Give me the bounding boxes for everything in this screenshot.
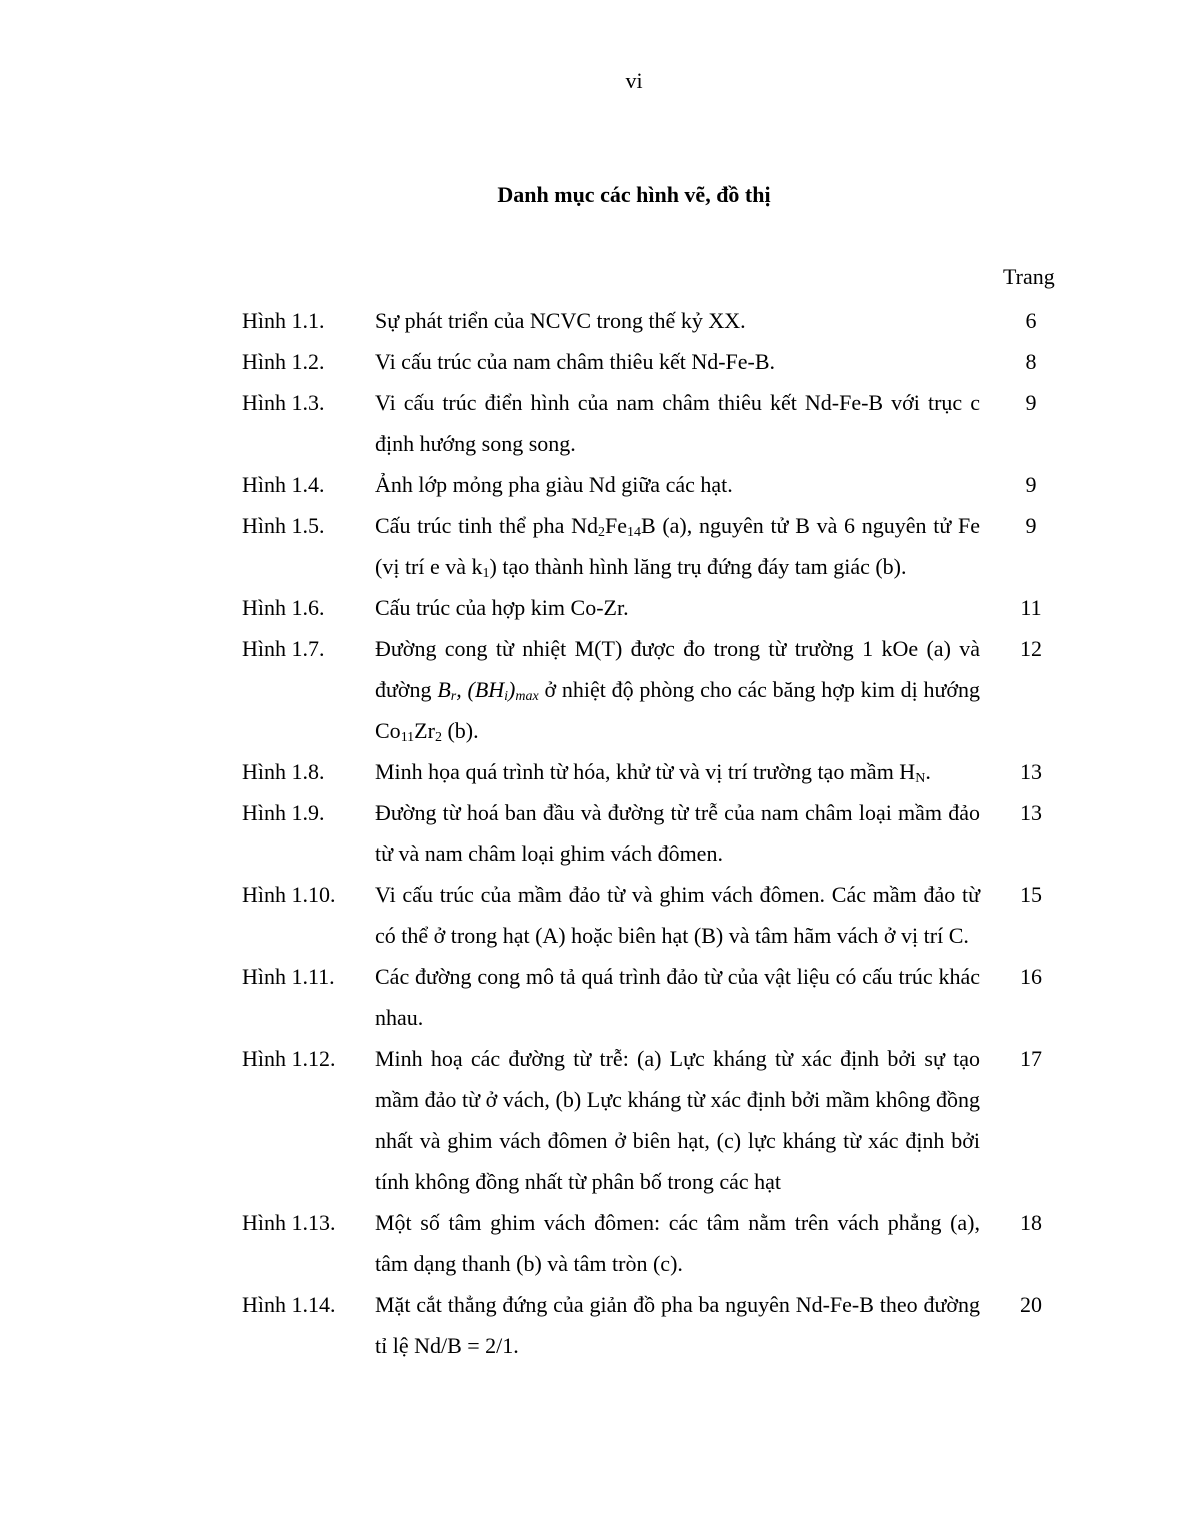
figure-list bbox=[0, 300, 1190, 1366]
list-item bbox=[0, 505, 1190, 587]
list-item bbox=[0, 464, 1190, 505]
page-ref: 9 bbox=[1025, 390, 1037, 415]
figure-label: Hình 1.4. bbox=[242, 472, 325, 497]
figure-caption: Minh hoạ các đường từ trễ: (a) Lực kháng từ xác định bởi sự tạo mầm đảo từ ở vách, (b) Lực kháng từ xác định bởi mầm không đồng nhất và ghim vách đômen ở biên hạt, (c) lực kháng từ xác định bởi tính không đồng nhất từ phân bố trong các hạt bbox=[375, 1046, 980, 1194]
figure-caption: Sự phát triển của NCVC trong thế kỷ XX. bbox=[375, 308, 746, 333]
figure-caption: Đường từ hoá ban đầu và đường từ trễ của nam châm loại mầm đảo từ và nam châm loại ghim vách đômen. bbox=[375, 800, 980, 866]
list-item bbox=[0, 1284, 1190, 1366]
page-ref: 15 bbox=[1020, 882, 1042, 907]
figure-caption: Đường cong từ nhiệt M(T) được đo trong từ trường 1 kOe (a) và đường $B_r$, $(BH_i)_{max}$ ở nhiệt độ phòng cho các băng hợp kim dị hướng $Co_{11}Zr_2$ (b). bbox=[375, 636, 981, 745]
page-ref: 17 bbox=[1020, 1046, 1042, 1071]
figure-label: Hình 1.14. bbox=[242, 1292, 336, 1317]
list-item bbox=[0, 341, 1190, 382]
list-item bbox=[0, 628, 1190, 751]
figure-label: Hình 1.9. bbox=[242, 800, 325, 825]
figure-caption: Vi cấu trúc điển hình của nam châm thiêu kết Nd-Fe-B với trục c định hướng song song. bbox=[375, 390, 980, 456]
page-column-header: Trang bbox=[1003, 264, 1055, 289]
page-ref: 6 bbox=[1025, 308, 1037, 333]
list-item bbox=[0, 1038, 1190, 1202]
list-item bbox=[0, 587, 1190, 628]
list-item bbox=[0, 382, 1190, 464]
page-number: vi bbox=[625, 68, 643, 93]
figure-label: Hình 1.6. bbox=[242, 595, 325, 620]
figure-caption: Vi cấu trúc của nam châm thiêu kết Nd-Fe-B. bbox=[375, 349, 776, 374]
figure-label: Hình 1.8. bbox=[242, 759, 325, 784]
figure-label: Hình 1.1. bbox=[242, 308, 325, 333]
figure-caption: Cấu trúc của hợp kim Co-Zr. bbox=[375, 595, 629, 620]
list-item bbox=[0, 1202, 1190, 1284]
figure-label: Hình 1.2. bbox=[242, 349, 325, 374]
page-ref: 8 bbox=[1025, 349, 1037, 374]
list-item bbox=[0, 956, 1190, 1038]
figure-label: Hình 1.11. bbox=[242, 964, 335, 989]
page-title: Danh mục các hình vẽ, đồ thị bbox=[497, 182, 771, 207]
figure-caption: Vi cấu trúc của mầm đảo từ và ghim vách đômen. Các mầm đảo từ có thể ở trong hạt (A) hoặc biên hạt (B) và tâm hãm vách ở vị trí C. bbox=[375, 882, 980, 948]
figure-caption: Minh họa quá trình từ hóa, khử từ và vị trí trường tạo mầm $H_N$. bbox=[375, 759, 931, 786]
list-item bbox=[0, 751, 1190, 792]
list-item bbox=[0, 300, 1190, 341]
figure-label: Hình 1.13. bbox=[242, 1210, 336, 1235]
page-ref: 13 bbox=[1020, 759, 1042, 784]
figure-caption: Mặt cắt thẳng đứng của giản đồ pha ba nguyên Nd-Fe-B theo đường tỉ lệ Nd/B = 2/1. bbox=[375, 1292, 980, 1358]
figure-label: Hình 1.10. bbox=[242, 882, 336, 907]
figure-label: Hình 1.7. bbox=[242, 636, 325, 661]
page-ref: 9 bbox=[1025, 472, 1037, 497]
page-ref: 20 bbox=[1020, 1292, 1042, 1317]
list-item bbox=[0, 874, 1190, 956]
page-ref: 13 bbox=[1020, 800, 1042, 825]
figure-label: Hình 1.12. bbox=[242, 1046, 336, 1071]
page-ref: 9 bbox=[1025, 513, 1037, 538]
page-ref: 18 bbox=[1020, 1210, 1042, 1235]
figure-label: Hình 1.3. bbox=[242, 390, 325, 415]
figure-caption: Ảnh lớp mỏng pha giàu Nd giữa các hạt. bbox=[375, 472, 733, 497]
figure-caption: Các đường cong mô tả quá trình đảo từ của vật liệu có cấu trúc khác nhau. bbox=[375, 964, 980, 1030]
page-ref: 12 bbox=[1020, 636, 1042, 661]
page-ref: 11 bbox=[1020, 595, 1042, 620]
list-item bbox=[0, 792, 1190, 874]
figure-label: Hình 1.5. bbox=[242, 513, 325, 538]
page-ref: 16 bbox=[1020, 964, 1042, 989]
figure-caption: Cấu trúc tinh thể pha $Nd_2Fe_{14}B$ (a), nguyên tử B và 6 nguyên tử Fe (vị trí e và $k_1$) tạo thành hình lăng trụ đứng đáy tam giác (b). bbox=[375, 513, 980, 581]
figure-caption: Một số tâm ghim vách đômen: các tâm nằm trên vách phẳng (a), tâm dạng thanh (b) và tâm tròn (c). bbox=[375, 1210, 980, 1276]
